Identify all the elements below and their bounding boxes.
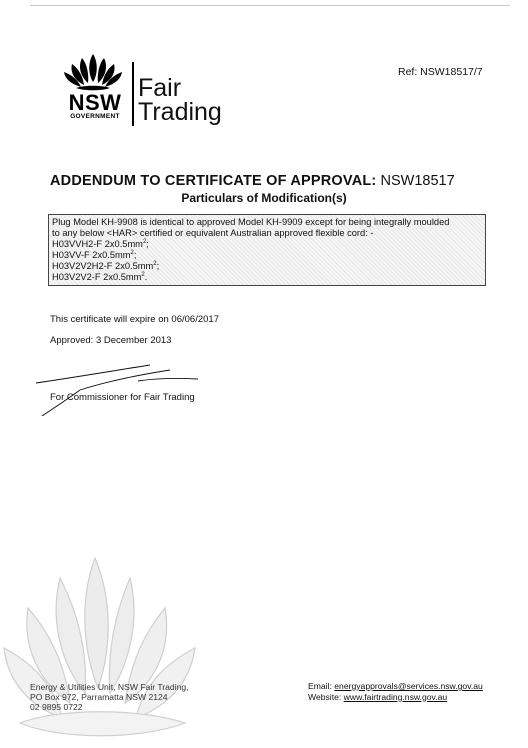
modification-box (48, 214, 486, 286)
modification-line-1: Plug Model KH-9908 is identical to approved Model KH-9909 except for being integrally moulded (52, 217, 450, 227)
cord-item (52, 261, 482, 272)
cord-exponent: 2 (130, 249, 134, 256)
cord-item (52, 272, 482, 283)
cord-item (52, 239, 482, 250)
reference-number: Ref: NSW18517/7 (398, 66, 483, 78)
expiry-statement: This certificate will expire on 06/06/2017 (50, 314, 219, 325)
email-row (308, 681, 483, 692)
modification-line-2: to any below <HAR> certified or equivalent Australian approved flexible cord: - (52, 228, 374, 238)
cord-punct: . (144, 272, 148, 282)
certificate-number: NSW18517 (380, 173, 455, 189)
address-line: PO Box 972, Parramatta NSW 2124 (30, 692, 168, 703)
cord-punct: ; (156, 261, 160, 271)
government-wordmark: GOVERNMENT (70, 113, 120, 120)
footer-contact (308, 681, 483, 702)
nsw-wordmark: NSW (68, 90, 122, 115)
email-link[interactable]: energyapprovals@services.nsw.gov.au (334, 681, 483, 691)
document-subtitle: Particulars of Modification(s) (181, 191, 347, 205)
address-line: Energy & Utilities Unit, NSW Fair Trading, (30, 682, 189, 692)
trading-wordmark: Trading (138, 98, 222, 126)
phone-line: 02 9895 0722 (30, 702, 83, 713)
fair-wordmark: Fair (138, 74, 182, 102)
cord-code: H03V2V2-F 2x0.5mm (52, 272, 142, 282)
website-row (308, 692, 483, 703)
approval-date: Approved: 3 December 2013 (50, 335, 172, 346)
cord-item (52, 250, 482, 261)
nsw-fair-trading-logo (58, 52, 228, 132)
document-title (50, 173, 490, 189)
footer-address (30, 682, 189, 713)
cord-exponent: 2 (141, 271, 145, 278)
cord-code: H03VV-F 2x0.5mm (52, 250, 131, 260)
website-link[interactable]: www.fairtrading.nsw.gov.au (343, 691, 448, 702)
logo-divider (132, 62, 134, 126)
cord-code: H03VVH2-F 2x0.5mm (52, 239, 143, 249)
cord-exponent: 2 (153, 260, 157, 267)
cord-punct: ; (133, 250, 137, 260)
signature-mark (20, 356, 210, 416)
cord-punct: ; (146, 239, 149, 249)
website-label: Website: (308, 691, 342, 702)
title-text: ADDENDUM TO CERTIFICATE OF APPROVAL: (50, 173, 377, 189)
top-border (30, 5, 510, 6)
cord-exponent: 2 (142, 238, 147, 245)
waratah-icon (58, 52, 128, 94)
waratah-watermark-icon (0, 548, 230, 748)
cord-code: H03V2V2H2-F 2x0.5mm (52, 261, 154, 271)
email-label: Email: (308, 681, 332, 691)
signatory-line: For Commissioner for Fair Trading (50, 392, 195, 403)
